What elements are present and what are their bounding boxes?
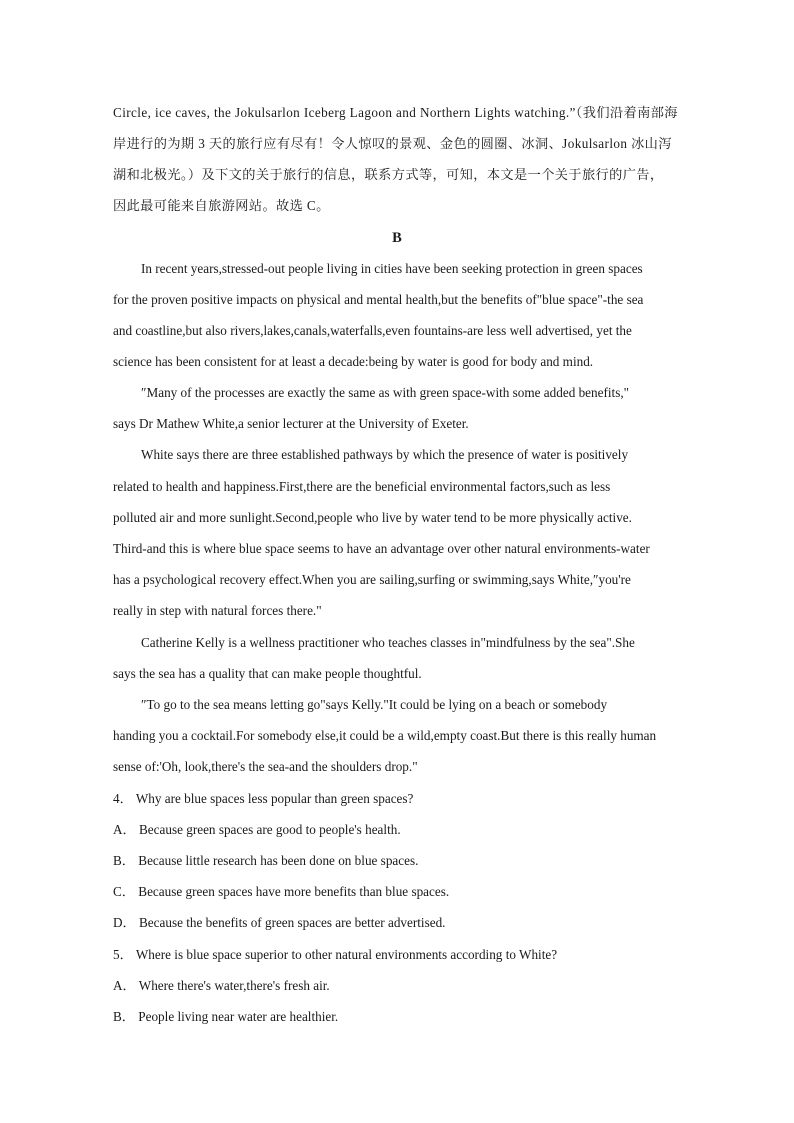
section-title: B (392, 230, 402, 246)
passage-line: and coastline,but also rivers,lakes,canals,waterfalls,even fountains-are less well advertised, yet the (113, 323, 632, 338)
question-4-option-c: C． Because green spaces have more benefits than blue spaces. (113, 884, 450, 899)
passage-line: related to health and happiness.First,there are the beneficial environmental factors,such as less (113, 479, 611, 494)
passage-line: says Dr Mathew White,a senior lecturer at the University of Exeter. (113, 416, 469, 431)
question-5-option-a: A． Where there's water,there's fresh air. (113, 978, 330, 993)
question-4-stem: 4． Why are blue spaces less popular than green spaces? (113, 791, 414, 806)
explanation-line-1: Circle, ice caves, the Jokulsarlon Iceberg Lagoon and Northern Lights watching.”（我们沿着南部海 (113, 105, 678, 120)
question-5-stem: 5． Where is blue space superior to other natural environments according to White? (113, 947, 558, 962)
passage-line: really in step with natural forces there." (113, 603, 322, 618)
passage-line: In recent years,stressed-out people living in cities have been seeking protection in green spaces (141, 261, 643, 276)
passage-line: polluted air and more sunlight.Second,people who live by water tend to be more physically active. (113, 510, 632, 525)
passage-line: Third-and this is where blue space seems to have an advantage over other natural environments-water (113, 541, 650, 556)
passage-line: for the proven positive impacts on physical and mental health,but the benefits of"blue space"-the sea (113, 292, 644, 307)
passage-line: handing you a cocktail.For somebody else,it could be a wild,empty coast.But there is this really human (113, 728, 657, 743)
passage-line: says the sea has a quality that can make people thoughtful. (113, 666, 422, 681)
explanation-line-3: 湖和北极光。）及下文的关于旅行的信息，联系方式等，可知，本文是一个关于旅行的广告， (113, 167, 664, 182)
passage-line: Catherine Kelly is a wellness practitioner who teaches classes in"mindfulness by the sea".She (141, 635, 635, 650)
explanation-line-4: 因此最可能来自旅游网站。故选 C。 (113, 198, 330, 213)
question-5-option-b: B． People living near water are healthier. (113, 1009, 339, 1024)
passage-line: ″To go to the sea means letting go"says Kelly."It could be lying on a beach or somebody (141, 697, 608, 712)
passage-line: sense of:'Oh, look,there's the sea-and the shoulders drop." (113, 759, 418, 774)
question-4-option-b: B． Because little research has been done on blue spaces. (113, 853, 419, 868)
passage-line: ″Many of the processes are exactly the same as with green space-with some added benefits," (141, 385, 630, 400)
passage-line: White says there are three established pathways by which the presence of water is positively (141, 447, 629, 462)
explanation-line-2: 岸进行的为期 3 天的旅行应有尽有！令人惊叹的景观、金色的圆圈、冰洞、Jokulsarlon 冰山泻 (113, 136, 672, 151)
passage-line: science has been consistent for at least a decade:being by water is good for body and mind. (113, 354, 594, 369)
question-4-option-a: A． Because green spaces are good to people's health. (113, 822, 401, 837)
question-4-option-d: D． Because the benefits of green spaces are better advertised. (113, 915, 446, 930)
passage-line: has a psychological recovery effect.When you are sailing,surfing or swimming,says White,″you're (113, 572, 631, 587)
